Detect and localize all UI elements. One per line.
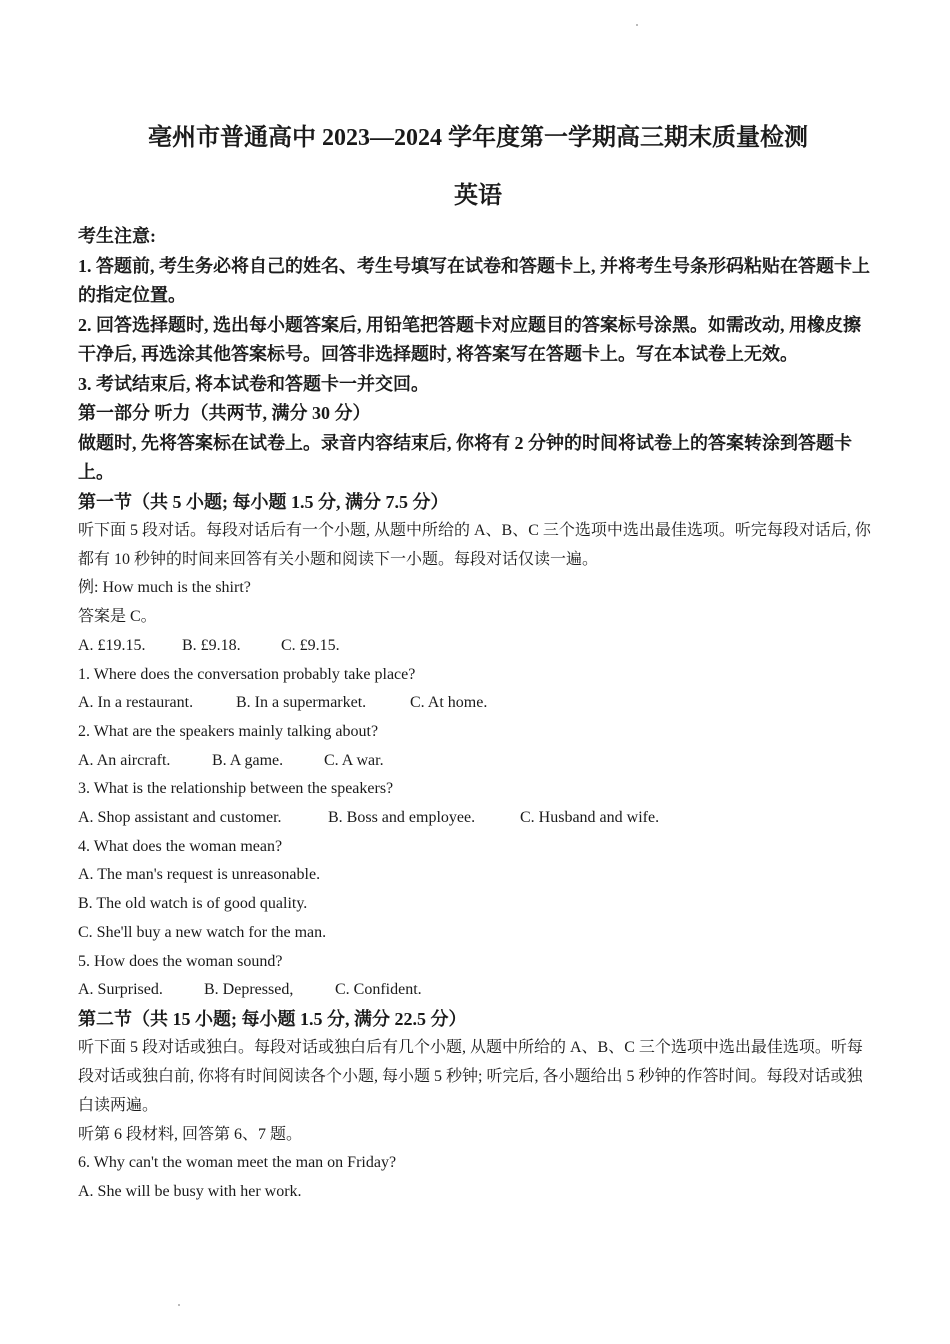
section2-heading: 第二节（共 15 小题; 每小题 1.5 分, 满分 22.5 分） [78, 1008, 467, 1029]
option: A. £19.15. [78, 636, 146, 654]
option: A. The man's request is unreasonable. [78, 866, 321, 884]
section1-heading: 第一节（共 5 小题; 每小题 1.5 分, 满分 7.5 分） [78, 491, 449, 512]
exam-page [78, 118, 878, 1207]
question-options [78, 747, 878, 776]
question: 2. What are the speakers mainly talking about? [78, 722, 379, 740]
question: 1. Where does the conversation probably take place? [78, 665, 416, 683]
notice-item: 2. 回答选择题时, 选出每小题答案后, 用铅笔把答题卡对应题目的答案标号涂黑。如需改动, 用橡皮擦干净后, 再选涂其他答案标号。回答非选择题时, 将答案写在答题卡上。写在本试卷上无效。 [78, 314, 861, 364]
example-question: 例: How much is the shirt? [78, 579, 251, 597]
section2-instruction: 听下面 5 段对话或独白。每段对话或独白后有几个小题, 从题中所给的 A、B、C 三个选项中选出最佳选项。听每段对话或独白前, 你将有时间阅读各个小题, 每小题 5 秒钟; 听完后, 各小题给出 5 秒钟的作答时间。每段对话或独白读两遍。 [78, 1039, 863, 1114]
section1-instruction: 听下面 5 段对话。每段对话后有一个小题, 从题中所给的 A、B、C 三个选项中选出最佳选项。听完每段对话后, 你都有 10 秒钟的时间来回答有关小题和阅读下一小题。每段对话仅读一遍。 [78, 522, 871, 568]
question: 5. How does the woman sound? [78, 952, 283, 970]
question: 4. What does the woman mean? [78, 837, 283, 855]
option: C. Husband and wife. [520, 809, 660, 827]
option: C. At home. [410, 694, 488, 712]
option: B. £9.18. [182, 636, 241, 654]
option: C. She'll buy a new watch for the man. [78, 923, 327, 941]
option: B. In a supermarket. [236, 694, 367, 712]
option: C. £9.15. [281, 636, 340, 654]
option: A. In a restaurant. [78, 694, 194, 712]
option: B. The old watch is of good quality. [78, 895, 308, 913]
notice-heading: 考生注意: [78, 226, 156, 246]
question: 6. Why can't the woman meet the man on Friday? [78, 1154, 397, 1172]
part1-heading: 第一部分 听力（共两节, 满分 30 分） [78, 403, 371, 423]
option: B. Boss and employee. [328, 809, 476, 827]
scan-mark [178, 1304, 180, 1306]
notice-item: 3. 考试结束后, 将本试卷和答题卡一并交回。 [78, 373, 429, 394]
scan-mark [636, 24, 638, 26]
option: C. Confident. [335, 981, 422, 999]
example-options [78, 632, 878, 661]
notice-item: 1. 答题前, 考生务必将自己的姓名、考生号填写在试卷和答题卡上, 并将考生号条形码粘贴在答题卡上的指定位置。 [78, 255, 870, 305]
subject-title: 英语 [454, 183, 502, 209]
option: A. Surprised. [78, 981, 163, 999]
exam-title: 亳州市普通高中 2023—2024 学年度第一学期高三期末质量检测 [148, 125, 808, 151]
question: 3. What is the relationship between the speakers? [78, 780, 394, 798]
question-options [78, 804, 878, 833]
option: A. Shop assistant and customer. [78, 809, 282, 827]
question-options [78, 976, 878, 1005]
material-note: 听第 6 段材料, 回答第 6、7 题。 [78, 1125, 303, 1143]
option: B. Depressed, [204, 981, 294, 999]
option: C. A war. [324, 751, 384, 769]
option: B. A game. [212, 751, 284, 769]
option: A. An aircraft. [78, 751, 171, 769]
part1-instruction: 做题时, 先将答案标在试卷上。录音内容结束后, 你将有 2 分钟的时间将试卷上的答案转涂到答题卡上。 [78, 432, 852, 482]
question-options [78, 689, 878, 718]
option: A. She will be busy with her work. [78, 1182, 302, 1200]
example-answer: 答案是 C。 [78, 608, 157, 626]
